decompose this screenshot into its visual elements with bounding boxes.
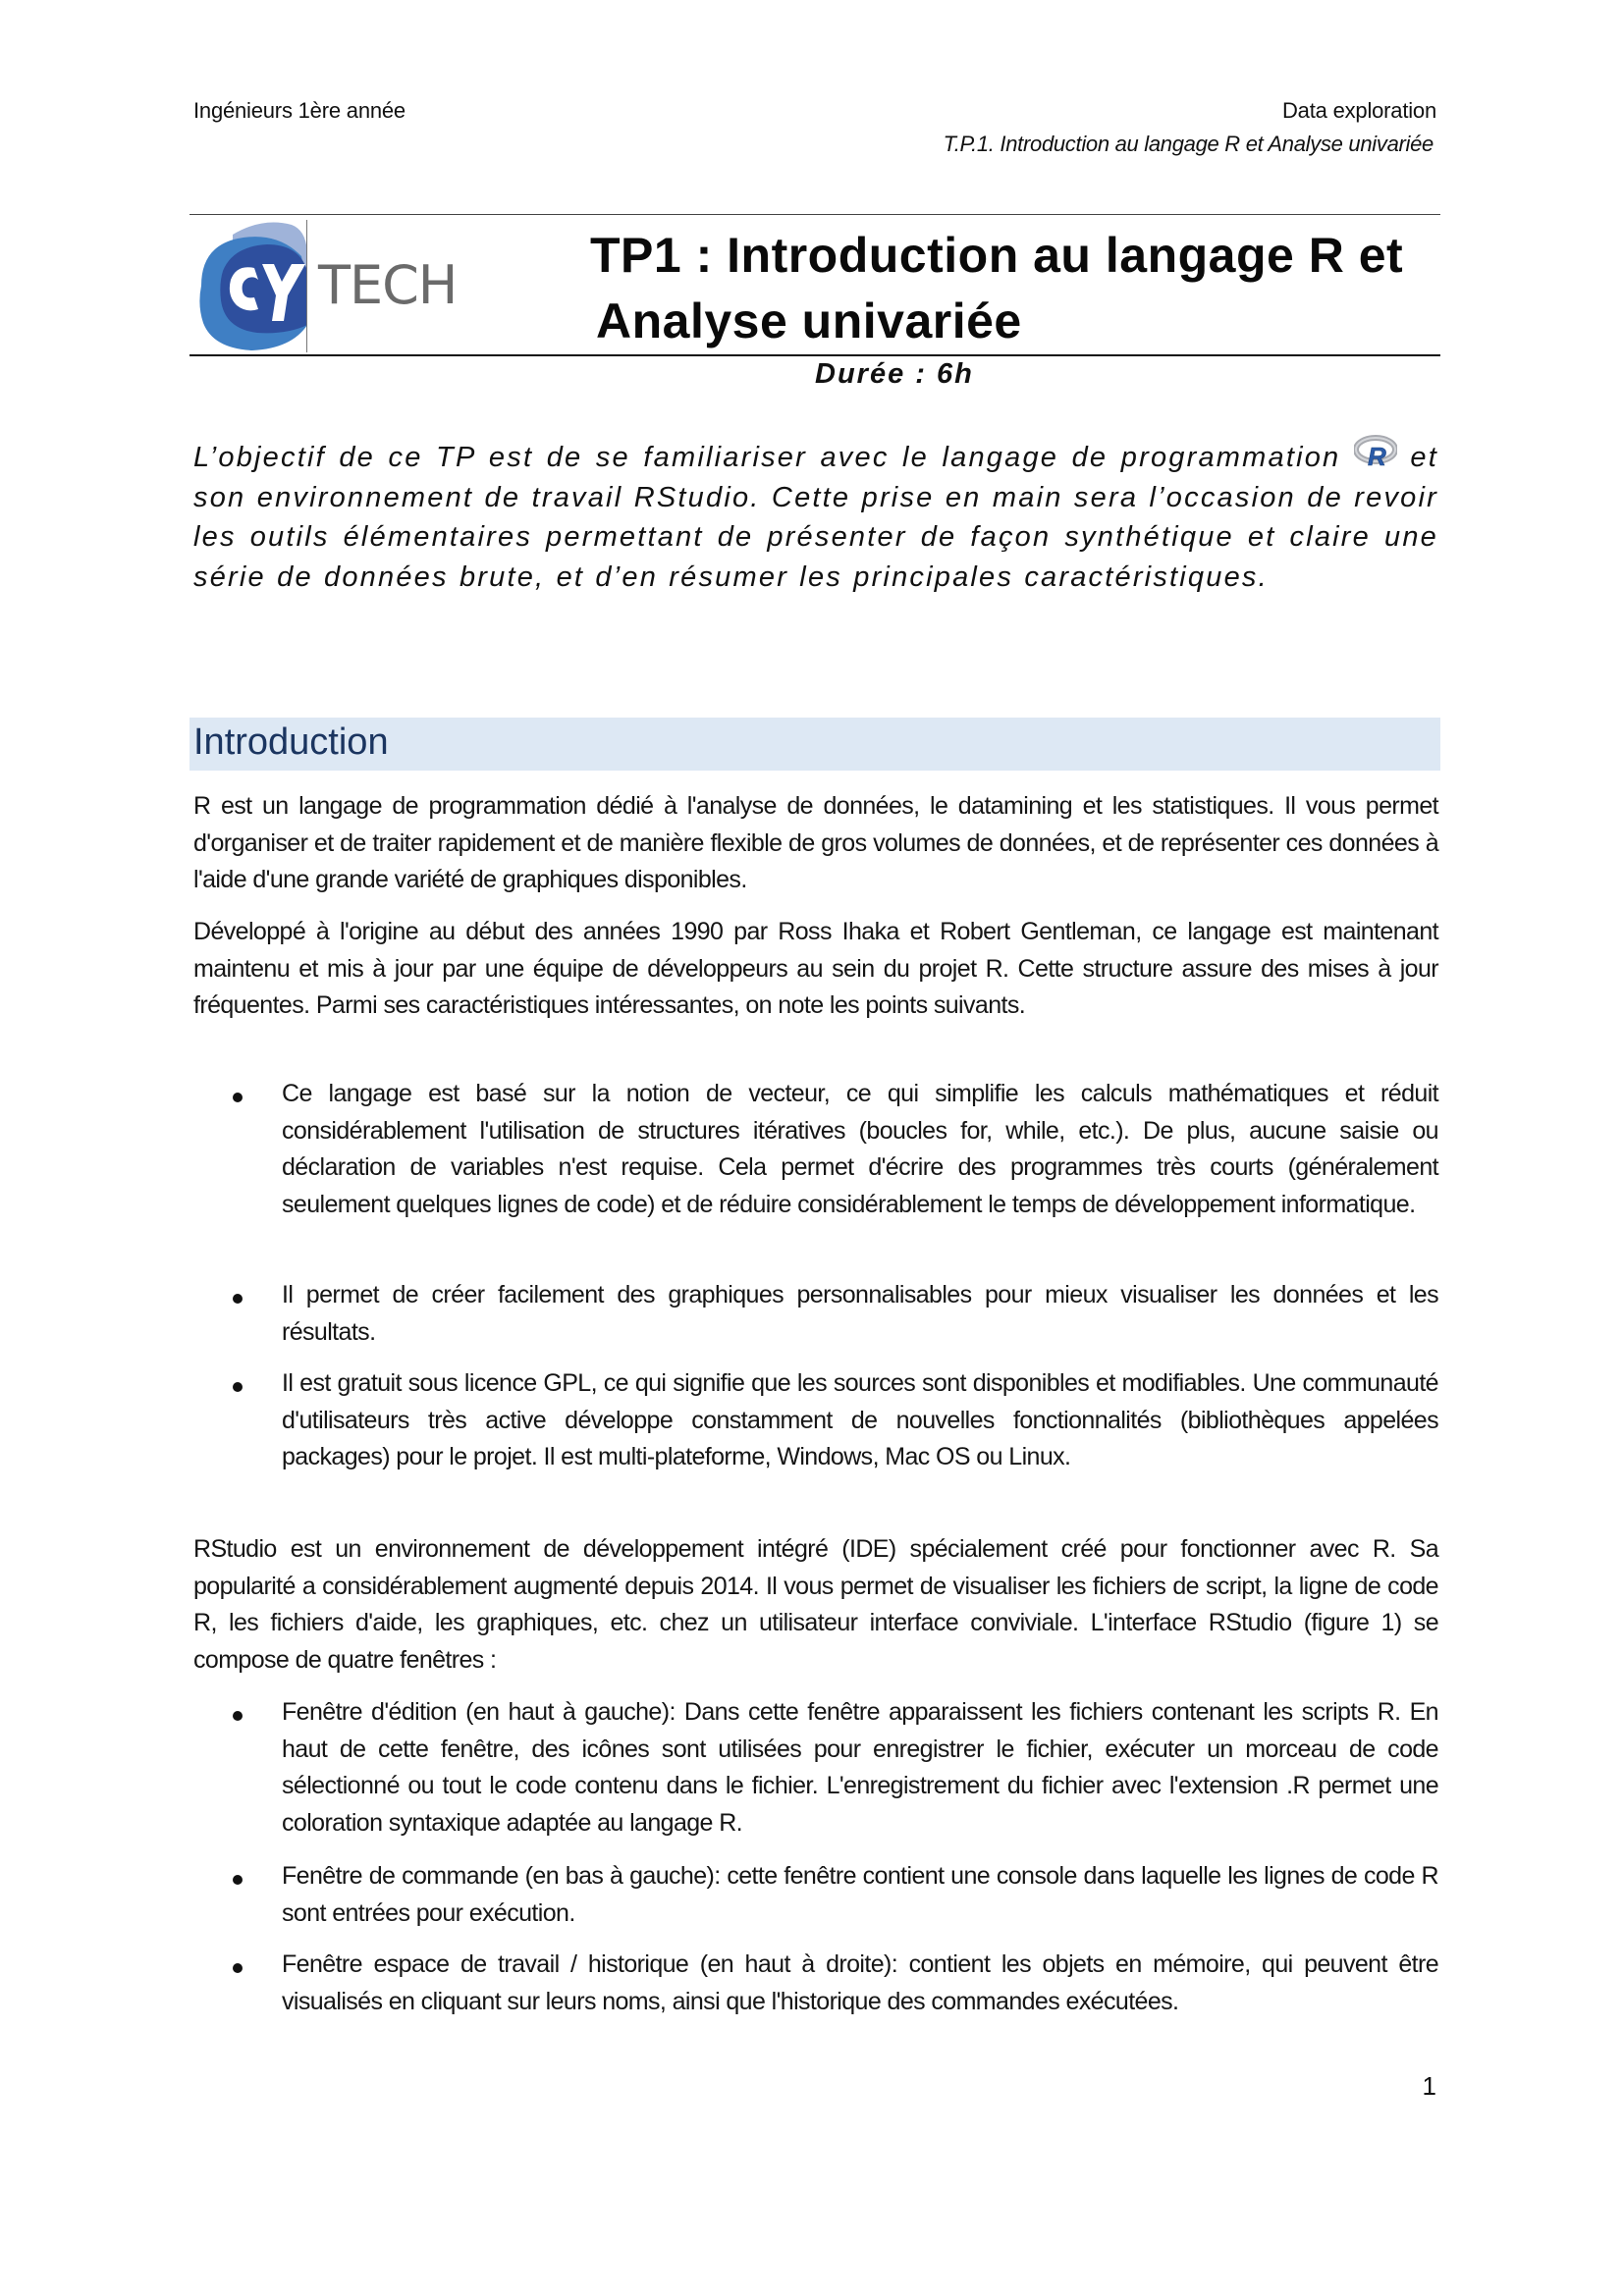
list-item: Il permet de créer facilement des graphiques personnalisables pour mieux visualiser les données et les résultats. — [282, 1281, 1438, 1346]
section-heading-text: Introduction — [193, 721, 389, 763]
intro-paragraph-1: R est un langage de programmation dédié à l'analyse de données, le datamining et les statistiques. Il vous permet d'organiser et de traiter rapidement et de manière flexible de gros volumes de données, et de représenter ces données à l'aide d'une grande variété de graphiques disponibles. — [193, 792, 1438, 893]
logo-divider — [306, 220, 307, 352]
bullet-icon — [233, 1382, 243, 1392]
list-item: Fenêtre de commande (en bas à gauche): cette fenêtre contient une console dans laquelle les lignes de code R sont entrées pour exécution. — [282, 1862, 1438, 1927]
title-line-2: Analyse univariée — [596, 294, 1022, 348]
list-item: Fenêtre espace de travail / historique (en haut à droite): contient les objets en mémoire, qui peuvent être visualisés en cliquant sur leurs noms, ainsi que l'historique des commandes exécutées. — [282, 1950, 1438, 2015]
svg-text:R: R — [1367, 442, 1388, 468]
list-item: Il est gratuit sous licence GPL, ce qui signifie que les sources sont disponibles et modifiables. Une communauté d'utilisateurs très active développe constamment de nouvelles fonctionnalités (bibliothèques appelées packages) pour le projet. Il est multi-plateforme, Windows, Mac OS ou Linux. — [282, 1369, 1438, 1470]
bullet-icon — [233, 1875, 243, 1885]
rstudio-paragraph: RStudio est un environnement de développement intégré (IDE) spécialement créé pour fonctionner avec R. Sa popularité a considérablement augmenté depuis 2014. Il vous permet de visualiser les fichiers de script, la ligne de code R, les fichiers d'aide, les graphiques, etc. chez un utilisateur interface conviviale. L'interface RStudio (figure 1) se compose de quatre fenêtres : — [193, 1535, 1438, 1674]
title-line-1: TP1 : Introduction au langage R et — [590, 228, 1404, 283]
logo-wordmark: TECH — [318, 254, 458, 316]
r-logo-icon — [1354, 435, 1397, 468]
bullet-icon — [233, 1711, 243, 1721]
bullet-icon — [233, 1093, 243, 1102]
list-item: Ce langage est basé sur la notion de vecteur, ce qui simplifie les calculs mathématiques et réduit considérablement l'utilisation de structures itératives (boucles for, while, etc.). De plus, aucune saisie ou déclaration de variables n'est requise. Cela permet d'écrire des programmes très courts (généralement seulement quelques lignes de code) et de réduire considérablement le temps de développement informatique. — [282, 1080, 1438, 1218]
document-title — [590, 223, 1403, 354]
bullet-icon — [233, 1294, 243, 1304]
page-number: 1 — [1422, 2071, 1436, 2101]
objective-text-end: et son environnement de travail RStudio. Cette prise en main sera l’occasion de revoir les outils élémentaires permettant de présenter de façon synthétique et claire une série de données brute, et d’en résumer les principales caractéristiques. — [193, 442, 1438, 593]
title-block — [189, 214, 1440, 356]
intro-paragraph-2: Développé à l'origine au début des années 1990 par Ross Ihaka et Robert Gentleman, ce langage est maintenant maintenu et mis à jour par une équipe de développeurs au sein du projet R. Cette structure assure des mises à jour fréquentes. Parmi ses caractéristiques intéressantes, on note les points suivants. — [193, 918, 1438, 1019]
objective-paragraph — [193, 435, 1438, 597]
running-header-left: Ingénieurs 1ère année — [193, 98, 406, 123]
list-item: Fenêtre d'édition (en haut à gauche): Dans cette fenêtre apparaissent les fichiers contenant les scripts R. En haut de cette fenêtre, des icônes sont utilisées pour enregistrer le fichier, exécuter un morceau de code sélectionné ou tout le code contenu dans le fichier. L'enregistrement du fichier avec l'extension .R permet une coloration syntaxique adaptée au langage R. — [282, 1698, 1438, 1837]
duration-label: Durée : 6h — [815, 358, 974, 390]
running-header-course: Data exploration — [1281, 98, 1436, 123]
section-heading-introduction — [189, 718, 1440, 771]
running-header-subtitle: T.P.1. Introduction au langage R et Analyse univariée — [943, 132, 1434, 156]
objective-text-start: L’objectif de ce TP est de se familiariser avec le langage de programmation — [193, 442, 1341, 473]
cy-logo-mark-icon — [193, 217, 307, 352]
bullet-icon — [233, 1963, 243, 1973]
cy-tech-logo — [193, 217, 458, 352]
